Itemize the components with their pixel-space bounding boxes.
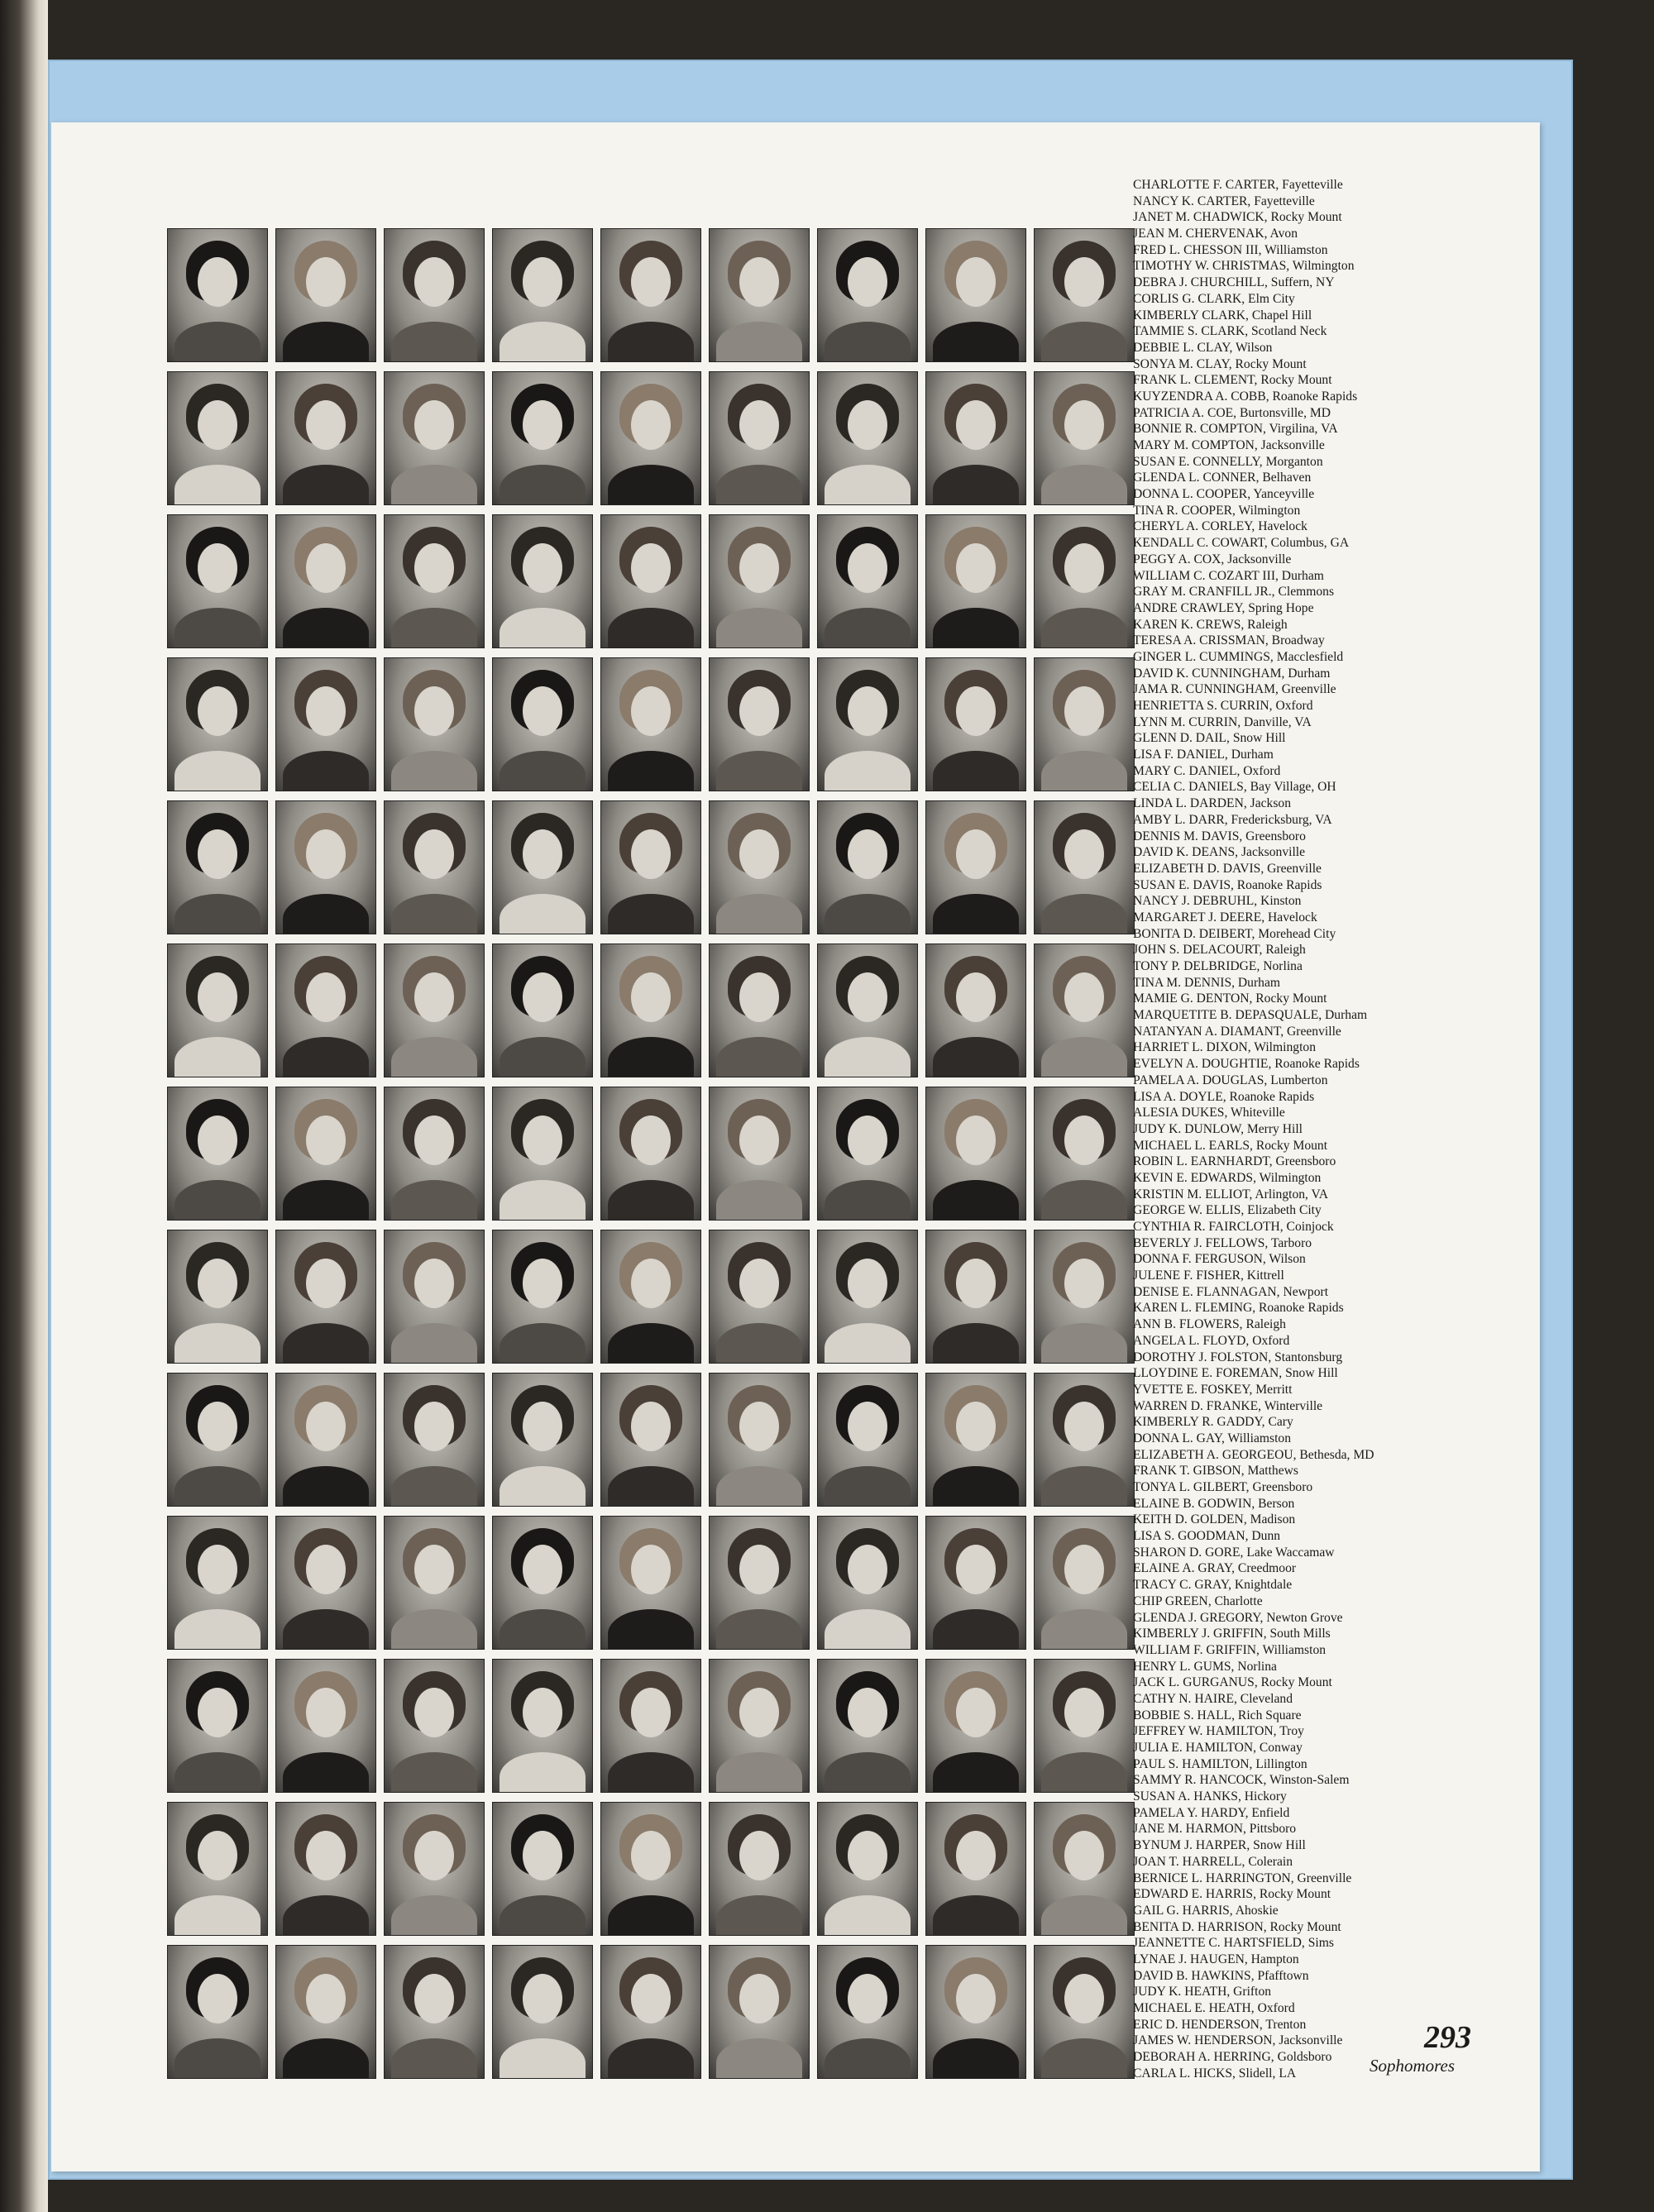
student-portrait [384,1373,485,1507]
student-portrait [492,1659,593,1793]
student-name: PAMELA Y. HARDY, Enfield [1133,1805,1290,1820]
student-name: MICHAEL E. HEATH, Oxford [1133,2001,1295,2015]
student-name: TINA R. COOPER, Wilmington [1133,503,1301,518]
student-name: ANGELA L. FLOYD, Oxford [1133,1333,1290,1348]
student-name: KRISTIN M. ELLIOT, Arlington, VA [1133,1187,1329,1202]
portrait-grid [167,228,1133,2077]
student-portrait [817,1659,918,1793]
student-name: JEFFREY W. HAMILTON, Troy [1133,1724,1304,1739]
student-name: WILLIAM F. GRIFFIN, Williamston [1133,1642,1327,1657]
student-name: SAMMY R. HANCOCK, Winston-Salem [1133,1773,1350,1788]
student-name: HENRIETTA S. CURRIN, Oxford [1133,699,1313,713]
student-name: PAMELA A. DOUGLAS, Lumberton [1133,1073,1328,1087]
student-portrait [275,800,376,934]
student-portrait [167,1659,268,1793]
student-name: TERESA A. CRISSMAN, Broadway [1133,633,1325,648]
student-name: KENDALL C. COWART, Columbus, GA [1133,536,1350,551]
student-portrait [600,1945,701,2079]
student-name: WILLIAM C. COZART III, Durham [1133,568,1324,583]
student-name: GEORGE W. ELLIS, Elizabeth City [1133,1203,1322,1218]
student-name: SHARON D. GORE, Lake Waccamaw [1133,1545,1335,1560]
student-name: BEVERLY J. FELLOWS, Tarboro [1133,1235,1312,1250]
student-name: DENISE E. FLANNAGAN, Newport [1133,1284,1329,1299]
student-name: DAVID B. HAWKINS, Pfafftown [1133,1968,1309,1983]
student-portrait [384,228,485,362]
student-portrait [384,1230,485,1364]
student-name: EVELYN A. DOUGHTIE, Roanoke Rapids [1133,1057,1360,1072]
student-name: CORLIS G. CLARK, Elm City [1133,291,1295,306]
student-name: GLENDA L. CONNER, Belhaven [1133,471,1312,485]
student-name: NANCY K. CARTER, Fayetteville [1133,193,1315,208]
student-portrait [600,1802,701,1936]
student-portrait [492,1802,593,1936]
student-name: GRAY M. CRANFILL JR., Clemmons [1133,585,1335,600]
student-name: DEBRA J. CHURCHILL, Suffern, NY [1133,275,1335,290]
student-portrait [492,1373,593,1507]
student-name: EDWARD E. HARRIS, Rocky Mount [1133,1887,1331,1902]
student-name: CHIP GREEN, Charlotte [1133,1593,1263,1608]
student-portrait [1034,944,1135,1077]
student-name: JOAN T. HARRELL, Colerain [1133,1854,1293,1869]
student-name: SONYA M. CLAY, Rocky Mount [1133,356,1307,371]
student-name: KEITH D. GOLDEN, Madison [1133,1512,1296,1527]
student-name: BOBBIE S. HALL, Rich Square [1133,1708,1302,1722]
student-portrait [275,1659,376,1793]
student-portrait [275,944,376,1077]
student-name: CHARLOTTE F. CARTER, Fayetteville [1133,178,1343,192]
student-name: YVETTE E. FOSKEY, Merritt [1133,1382,1293,1397]
student-portrait [709,1516,810,1650]
student-name: LISA S. GOODMAN, Dunn [1133,1529,1281,1544]
student-portrait [817,800,918,934]
student-portrait [600,1659,701,1793]
student-portrait [1034,657,1135,791]
student-portrait [925,371,1026,505]
student-name: LLOYDINE E. FOREMAN, Snow Hill [1133,1366,1338,1381]
student-name: ANN B. FLOWERS, Raleigh [1133,1317,1286,1332]
student-name: CARLA L. HICKS, Slidell, LA [1133,2066,1297,2081]
student-name: MARQUETITE B. DEPASQUALE, Durham [1133,1008,1368,1023]
student-portrait [817,1087,918,1221]
student-name: LISA A. DOYLE, Roanoke Rapids [1133,1089,1315,1104]
student-name: WARREN D. FRANKE, Winterville [1133,1398,1323,1413]
student-portrait [275,228,376,362]
student-portrait [817,1516,918,1650]
student-portrait [384,514,485,648]
student-portrait [709,657,810,791]
student-portrait [709,1087,810,1221]
student-name: GLENN D. DAIL, Snow Hill [1133,731,1286,746]
student-portrait [167,1373,268,1507]
student-portrait [167,1945,268,2079]
student-name: TRACY C. GRAY, Knightdale [1133,1578,1293,1593]
student-portrait [1034,371,1135,505]
student-portrait [925,657,1026,791]
student-name: PATRICIA A. COE, Burtonsville, MD [1133,405,1331,420]
student-portrait [817,1373,918,1507]
student-name: JAMA R. CUNNINGHAM, Greenville [1133,682,1336,697]
student-name: LYNN M. CURRIN, Danville, VA [1133,714,1312,729]
student-name: ELAINE B. GODWIN, Berson [1133,1496,1295,1511]
student-name: GINGER L. CUMMINGS, Macclesfield [1133,649,1344,664]
student-portrait [167,514,268,648]
student-portrait [1034,1230,1135,1364]
student-portrait [1034,1373,1135,1507]
student-portrait [1034,228,1135,362]
student-portrait [925,1659,1026,1793]
student-portrait [1034,514,1135,648]
student-portrait [817,228,918,362]
student-portrait [709,1230,810,1364]
student-portrait [275,1087,376,1221]
student-name: JOHN S. DELACOURT, Raleigh [1133,943,1306,958]
student-portrait [492,1945,593,2079]
student-name: SUSAN E. DAVIS, Roanoke Rapids [1133,877,1322,892]
student-portrait [600,1516,701,1650]
student-name: HENRY L. GUMS, Norlina [1133,1659,1277,1674]
student-portrait [167,944,268,1077]
student-name: KUYZENDRA A. COBB, Roanoke Rapids [1133,389,1358,404]
student-portrait [925,1230,1026,1364]
student-name: BONITA D. DEIBERT, Morehead City [1133,926,1336,941]
student-name: JUDY K. HEATH, Grifton [1133,1985,1272,1999]
student-name: AMBY L. DARR, Fredericksburg, VA [1133,812,1332,827]
student-name: MARY M. COMPTON, Jacksonville [1133,438,1325,452]
section-label: Sophomores [1370,2056,1456,2076]
student-portrait [709,1659,810,1793]
student-portrait [817,657,918,791]
student-portrait [384,944,485,1077]
student-portrait [600,1373,701,1507]
student-name: ANDRE CRAWLEY, Spring Hope [1133,600,1314,615]
student-name: KIMBERLY R. GADDY, Cary [1133,1415,1293,1430]
student-portrait [275,1230,376,1364]
book-spine [0,0,48,2212]
student-name: FRANK L. CLEMENT, Rocky Mount [1133,373,1332,388]
student-name: TAMMIE S. CLARK, Scotland Neck [1133,324,1327,339]
student-name: CHERYL A. CORLEY, Havelock [1133,519,1307,534]
student-name: GAIL G. HARRIS, Ahoskie [1133,1903,1279,1918]
student-name: MAMIE G. DENTON, Rocky Mount [1133,991,1327,1006]
student-name: ELIZABETH A. GEORGEOU, Bethesda, MD [1133,1447,1374,1462]
student-portrait [600,371,701,505]
student-name: KIMBERLY J. GRIFFIN, South Mills [1133,1627,1331,1641]
student-name: MICHAEL L. EARLS, Rocky Mount [1133,1138,1328,1153]
student-name: CELIA C. DANIELS, Bay Village, OH [1133,780,1336,795]
student-name: DOROTHY J. FOLSTON, Stantonsburg [1133,1350,1343,1364]
student-name: PEGGY A. COX, Jacksonville [1133,552,1292,566]
student-portrait [925,800,1026,934]
student-portrait [492,657,593,791]
student-portrait [167,371,268,505]
student-portrait [817,514,918,648]
page-number: 293 [1424,2020,1471,2055]
student-portrait [709,371,810,505]
student-portrait [492,800,593,934]
student-name: MARY C. DANIEL, Oxford [1133,763,1281,778]
student-name: DEBORAH A. HERRING, Goldsboro [1133,2050,1332,2065]
student-portrait [600,657,701,791]
student-portrait [1034,1802,1135,1936]
student-portrait [817,1230,918,1364]
student-portrait [275,1945,376,2079]
student-portrait [1034,800,1135,934]
student-portrait [925,1802,1026,1936]
student-name-list [1133,177,1530,2081]
student-portrait [492,371,593,505]
student-name: HARRIET L. DIXON, Wilmington [1133,1040,1316,1055]
student-portrait [167,1087,268,1221]
student-name: DONNA L. COOPER, Yanceyville [1133,487,1315,502]
student-name: KAREN L. FLEMING, Roanoke Rapids [1133,1301,1344,1316]
student-portrait [709,944,810,1077]
student-portrait [817,1802,918,1936]
student-name: FRED L. CHESSON III, Williamston [1133,242,1328,257]
student-name: JACK L. GURGANUS, Rocky Mount [1133,1675,1332,1690]
student-name: DAVID K. CUNNINGHAM, Durham [1133,666,1331,681]
student-portrait [817,1945,918,2079]
student-name: ALESIA DUKES, Whiteville [1133,1106,1285,1120]
student-name: BYNUM J. HARPER, Snow Hill [1133,1838,1306,1853]
student-name: BENITA D. HARRISON, Rocky Mount [1133,1919,1341,1934]
student-portrait [384,657,485,791]
student-name: JULIA E. HAMILTON, Conway [1133,1741,1303,1755]
student-portrait [492,1230,593,1364]
student-name: LYNAE J. HAUGEN, Hampton [1133,1952,1299,1966]
student-portrait [709,514,810,648]
student-portrait [925,1945,1026,2079]
student-portrait [492,1087,593,1221]
student-name: SUSAN E. CONNELLY, Morganton [1133,454,1323,469]
student-portrait [492,228,593,362]
student-name: CYNTHIA R. FAIRCLOTH, Coinjock [1133,1220,1334,1234]
student-portrait [384,371,485,505]
student-portrait [925,1373,1026,1507]
student-portrait [167,228,268,362]
student-portrait [492,1516,593,1650]
student-name: KEVIN E. EDWARDS, Wilmington [1133,1170,1322,1185]
student-name: BONNIE R. COMPTON, Virgilina, VA [1133,422,1338,437]
student-name: DENNIS M. DAVIS, Greensboro [1133,829,1306,843]
student-portrait [925,514,1026,648]
student-name: CATHY N. HAIRE, Cleveland [1133,1691,1293,1706]
student-name: JULENE F. FISHER, Kittrell [1133,1268,1284,1283]
student-portrait [925,944,1026,1077]
student-portrait [384,1087,485,1221]
student-portrait [1034,1087,1135,1221]
student-name: JANET M. CHADWICK, Rocky Mount [1133,210,1342,225]
student-portrait [600,514,701,648]
student-portrait [384,800,485,934]
student-name: NANCY J. DEBRUHL, Kinston [1133,894,1302,909]
student-portrait [709,1802,810,1936]
student-name: MARGARET J. DEERE, Havelock [1133,910,1317,924]
student-portrait [600,228,701,362]
student-name: DEBBIE L. CLAY, Wilson [1133,340,1273,355]
student-portrait [925,228,1026,362]
student-portrait [275,1802,376,1936]
student-name: LINDA L. DARDEN, Jackson [1133,796,1292,811]
student-name: ELAINE A. GRAY, Creedmoor [1133,1561,1297,1576]
student-portrait [600,1087,701,1221]
student-portrait [275,371,376,505]
student-portrait [1034,1659,1135,1793]
student-portrait [709,1945,810,2079]
student-name: ELIZABETH D. DAVIS, Greenville [1133,861,1322,876]
student-name: DONNA L. GAY, Williamston [1133,1431,1291,1445]
student-name: TINA M. DENNIS, Durham [1133,975,1281,990]
student-portrait [275,1373,376,1507]
student-name: FRANK T. GIBSON, Matthews [1133,1464,1298,1479]
student-name: NATANYAN A. DIAMANT, Greenville [1133,1024,1341,1039]
student-portrait [167,1516,268,1650]
student-portrait [925,1087,1026,1221]
student-portrait [600,800,701,934]
student-name: BERNICE L. HARRINGTON, Greenville [1133,1870,1352,1885]
student-portrait [275,657,376,791]
student-portrait [709,1373,810,1507]
student-name: GLENDA J. GREGORY, Newton Grove [1133,1610,1343,1625]
student-portrait [925,1516,1026,1650]
student-name: JANE M. HARMON, Pittsboro [1133,1822,1297,1837]
student-portrait [275,514,376,648]
student-name: KAREN K. CREWS, Raleigh [1133,617,1288,632]
student-portrait [167,657,268,791]
student-name: KIMBERLY CLARK, Chapel Hill [1133,308,1312,322]
student-portrait [167,1230,268,1364]
student-portrait [817,371,918,505]
student-name: SUSAN A. HANKS, Hickory [1133,1789,1287,1804]
student-name: JEANNETTE C. HARTSFIELD, Sims [1133,1936,1334,1951]
student-name: TONY P. DELBRIDGE, Norlina [1133,959,1303,973]
student-portrait [600,1230,701,1364]
student-name: ROBIN L. EARNHARDT, Greensboro [1133,1154,1336,1169]
student-name: ERIC D. HENDERSON, Trenton [1133,2017,1307,2032]
student-portrait [1034,1516,1135,1650]
student-portrait [275,1516,376,1650]
student-portrait [600,944,701,1077]
student-portrait [384,1516,485,1650]
student-name: DAVID K. DEANS, Jacksonville [1133,845,1306,860]
student-name: PAUL S. HAMILTON, Lillington [1133,1756,1307,1771]
student-name: TIMOTHY W. CHRISTMAS, Wilmington [1133,259,1355,274]
student-name: JAMES W. HENDERSON, Jacksonville [1133,2033,1343,2048]
student-name: JUDY K. DUNLOW, Merry Hill [1133,1121,1303,1136]
student-portrait [167,1802,268,1936]
student-portrait [167,800,268,934]
student-portrait [384,1659,485,1793]
student-portrait [384,1945,485,2079]
student-portrait [817,944,918,1077]
student-name: DONNA F. FERGUSON, Wilson [1133,1252,1306,1267]
student-name: LISA F. DANIEL, Durham [1133,748,1274,762]
student-portrait [709,800,810,934]
student-portrait [709,228,810,362]
student-portrait [492,944,593,1077]
student-name: JEAN M. CHERVENAK, Avon [1133,227,1298,241]
student-portrait [384,1802,485,1936]
student-portrait [1034,1945,1135,2079]
yearbook-page [51,122,1540,2171]
student-portrait [492,514,593,648]
student-name: TONYA L. GILBERT, Greensboro [1133,1480,1313,1494]
